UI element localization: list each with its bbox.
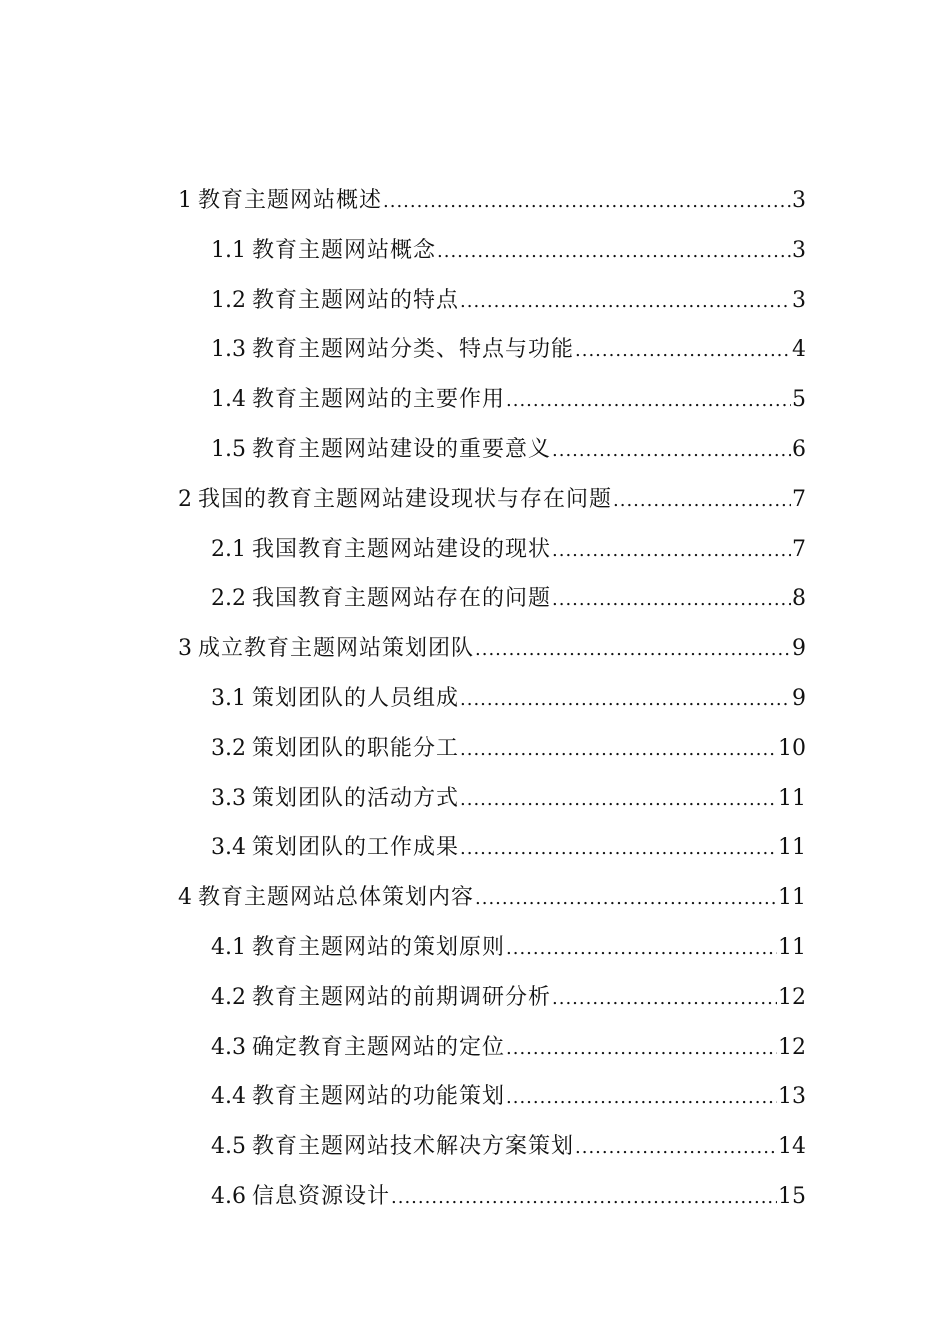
toc-entry-number: 2.1 <box>211 536 246 562</box>
toc-entry-title: 成立教育主题网站策划团队 <box>198 636 475 662</box>
toc-entry-title: 教育主题网站的策划原则 <box>252 934 506 960</box>
toc-entry[interactable] <box>178 325 806 375</box>
toc-entry-page: 5 <box>792 387 806 413</box>
toc-entry[interactable] <box>178 624 806 674</box>
toc-entry-title: 教育主题网站总体策划内容 <box>198 885 475 911</box>
toc-dot-leader <box>460 824 777 874</box>
toc-entry-title: 信息资源设计 <box>252 1183 391 1209</box>
toc-entry[interactable] <box>178 923 806 973</box>
toc-entry[interactable] <box>178 724 806 774</box>
toc-entry-number: 4.1 <box>211 934 246 960</box>
toc-dot-leader <box>460 277 791 327</box>
toc-entry[interactable] <box>178 475 806 525</box>
toc-entry-page: 11 <box>778 934 806 960</box>
toc-entry[interactable] <box>178 176 806 226</box>
toc-entry[interactable] <box>178 1172 806 1222</box>
toc-entry[interactable] <box>178 375 806 425</box>
toc-entry-page: 3 <box>792 188 806 213</box>
toc-entry-number: 4.2 <box>211 984 246 1010</box>
toc-dot-leader <box>391 1173 777 1223</box>
toc-entry-number: 2 <box>178 486 192 512</box>
toc-dot-leader <box>506 376 791 426</box>
toc-entry-title: 我国的教育主题网站建设现状与存在问题 <box>198 486 613 512</box>
toc-entry-title: 教育主题网站建设的重要意义 <box>252 436 552 462</box>
toc-dot-leader <box>437 227 791 277</box>
toc-entry-number: 1.2 <box>211 287 246 313</box>
toc-dot-leader <box>460 675 791 725</box>
toc-dot-leader <box>506 1024 777 1074</box>
toc-entry-number: 3.4 <box>211 835 246 861</box>
toc-entry[interactable] <box>178 873 806 923</box>
toc-entry-number: 4.4 <box>211 1084 246 1110</box>
toc-entry-number: 1.4 <box>211 387 246 413</box>
toc-dot-leader <box>552 526 791 576</box>
toc-dot-leader <box>552 426 791 476</box>
toc-entry-page: 6 <box>792 436 806 462</box>
toc-entry-page: 9 <box>792 685 806 711</box>
toc-entry-page: 3 <box>792 237 806 263</box>
toc-entry-number: 1.5 <box>211 436 246 462</box>
toc-entry-number: 1.3 <box>211 337 246 363</box>
toc-dot-leader <box>575 326 791 376</box>
toc-entry-page: 11 <box>778 785 806 811</box>
toc-entry-page: 13 <box>778 1084 806 1110</box>
toc-entry-title: 策划团队的人员组成 <box>252 685 460 711</box>
toc-entry-page: 3 <box>792 287 806 313</box>
toc-entry-page: 7 <box>792 536 806 562</box>
toc-entry[interactable] <box>178 973 806 1023</box>
toc-dot-leader <box>475 874 777 924</box>
toc-entry-title: 策划团队的活动方式 <box>252 785 460 811</box>
toc-entry[interactable] <box>178 276 806 326</box>
toc-entry-page: 7 <box>792 486 806 512</box>
toc-entry-number: 4.5 <box>211 1134 246 1160</box>
toc-entry[interactable] <box>178 774 806 824</box>
toc-entry-title: 教育主题网站概念 <box>252 237 437 263</box>
toc-entry-title: 教育主题网站分类、特点与功能 <box>252 337 575 363</box>
toc-dot-leader <box>383 177 791 227</box>
toc-entry-number: 4 <box>178 885 192 911</box>
toc-entry-number: 3.3 <box>211 785 246 811</box>
toc-entry-title: 教育主题网站的主要作用 <box>252 387 506 413</box>
toc-entry-page: 10 <box>778 735 806 761</box>
toc-entry-title: 教育主题网站的功能策划 <box>252 1084 506 1110</box>
toc-entry[interactable] <box>178 226 806 276</box>
toc-entry-page: 12 <box>778 984 806 1010</box>
toc-entry-page: 9 <box>792 636 806 662</box>
toc-entry[interactable] <box>178 525 806 575</box>
toc-entry-page: 15 <box>778 1183 806 1209</box>
toc-entry-page: 12 <box>778 1034 806 1060</box>
toc-entry-title: 我国教育主题网站存在的问题 <box>252 586 552 612</box>
toc-entry-number: 4.6 <box>211 1183 246 1209</box>
toc-entry[interactable] <box>178 674 806 724</box>
toc-entry-number: 3 <box>178 636 192 662</box>
toc-entry[interactable] <box>178 1023 806 1073</box>
table-of-contents <box>178 176 806 1222</box>
toc-entry-title: 教育主题网站的前期调研分析 <box>252 984 552 1010</box>
toc-entry-number: 2.2 <box>211 586 246 612</box>
toc-dot-leader <box>506 924 777 974</box>
toc-entry-page: 11 <box>778 835 806 861</box>
toc-entry-title: 教育主题网站的特点 <box>252 287 460 313</box>
toc-entry-title: 策划团队的工作成果 <box>252 835 460 861</box>
toc-entry-page: 14 <box>778 1134 806 1160</box>
toc-entry[interactable] <box>178 574 806 624</box>
toc-dot-leader <box>460 775 777 825</box>
toc-dot-leader <box>506 1073 777 1123</box>
toc-entry-number: 4.3 <box>211 1034 246 1060</box>
toc-entry-page: 8 <box>792 586 806 612</box>
toc-dot-leader <box>552 974 777 1024</box>
toc-entry-title: 教育主题网站技术解决方案策划 <box>252 1134 575 1160</box>
toc-entry-number: 3.1 <box>211 685 246 711</box>
toc-entry[interactable] <box>178 425 806 475</box>
toc-entry-page: 11 <box>778 885 806 911</box>
toc-dot-leader <box>552 575 791 625</box>
toc-dot-leader <box>575 1123 777 1173</box>
toc-dot-leader <box>460 725 777 775</box>
toc-entry-title: 策划团队的职能分工 <box>252 735 460 761</box>
toc-entry-title: 确定教育主题网站的定位 <box>252 1034 506 1060</box>
toc-entry-title: 我国教育主题网站建设的现状 <box>252 536 552 562</box>
toc-entry-number: 1 <box>178 188 192 213</box>
toc-dot-leader <box>613 476 791 526</box>
toc-entry-number: 1.1 <box>211 237 246 263</box>
toc-entry-number: 3.2 <box>211 735 246 761</box>
toc-entry[interactable] <box>178 823 806 873</box>
toc-entry[interactable] <box>178 1122 806 1172</box>
toc-dot-leader <box>475 625 791 675</box>
toc-entry-title: 教育主题网站概述 <box>198 188 383 213</box>
toc-entry-page: 4 <box>792 337 806 363</box>
toc-entry[interactable] <box>178 1072 806 1122</box>
